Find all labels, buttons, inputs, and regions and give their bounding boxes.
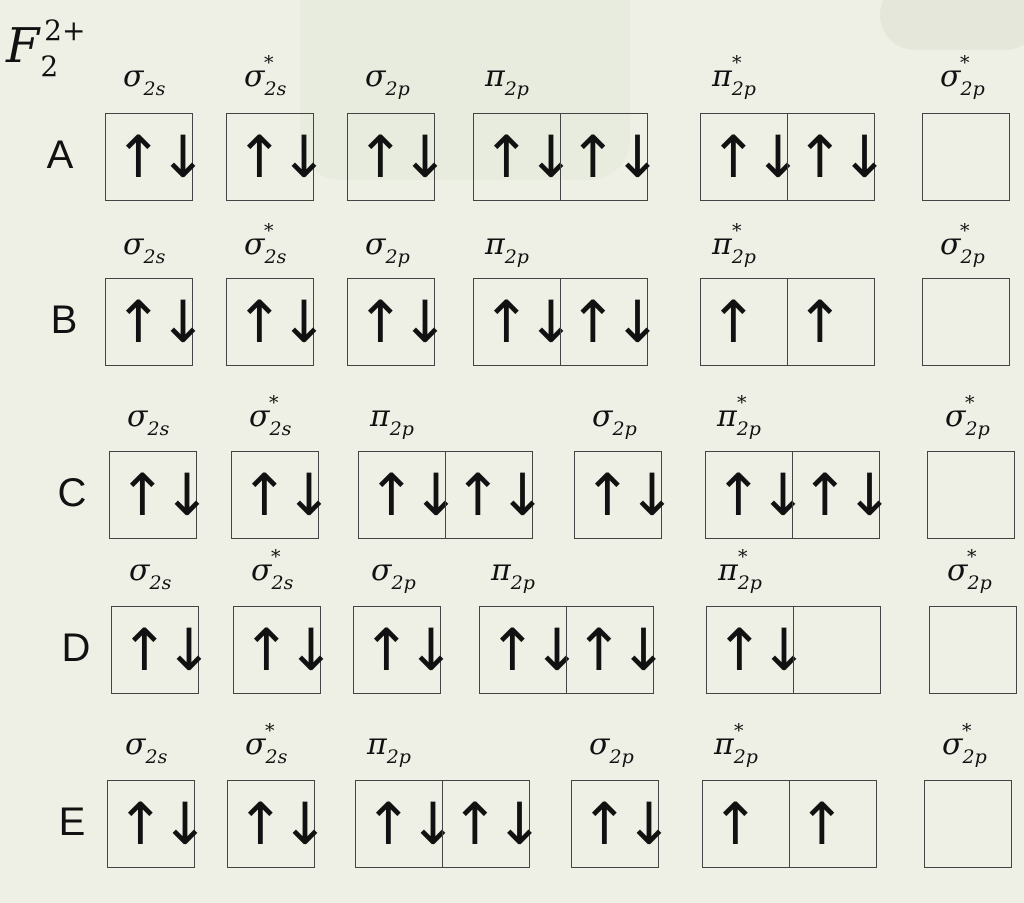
orbital-label-sigma-2s: $\sigma_{2s}$ — [123, 59, 166, 100]
orbital-boxes-pi-2p — [479, 606, 664, 694]
electron-arrows: ↑↓ — [114, 288, 204, 356]
orbital-label-pi-2p: $\pi_{2p}$ — [491, 553, 535, 594]
orbital-box — [924, 780, 1012, 868]
electron-arrows: ↑↓ — [120, 616, 210, 684]
electron-arrows: ↑↓ — [235, 288, 325, 356]
orbital-boxes-sigma-2s-star — [227, 780, 326, 868]
orbital-label-sigma-2s: $\sigma_{2s}$ — [127, 399, 170, 440]
orbital-boxes-pi-2p-star — [702, 780, 877, 868]
orbital-box — [787, 113, 885, 201]
orbital-boxes-sigma-2p-star — [922, 113, 1010, 201]
orbital-label-sigma-2p-star: $\sigma_{2p}$ * — [945, 392, 990, 440]
option-row-b — [0, 220, 1024, 386]
orbital-box — [226, 113, 325, 201]
orbital-boxes-pi-2p-star — [700, 278, 875, 366]
orbital-boxes-sigma-2p — [571, 780, 670, 868]
orbital-box — [479, 606, 578, 694]
orbital-box — [922, 113, 1010, 201]
orbital-label-pi-2p-star: $\pi_{2p}$ * — [714, 720, 758, 768]
electron-arrows: ↑↓ — [356, 123, 446, 191]
electron-arrows: ↑↓ — [482, 288, 572, 356]
orbital-boxes-sigma-2s — [105, 278, 204, 366]
electron-arrows: ↑↓ — [114, 123, 204, 191]
orbital-label-sigma-2s: $\sigma_{2s}$ — [123, 227, 166, 268]
orbital-boxes-pi-2p — [355, 780, 540, 868]
option-letter: D — [61, 626, 91, 670]
orbital-label-sigma-2s-star: $\sigma_{2s}$ * — [249, 392, 292, 440]
orbital-box — [442, 780, 540, 868]
orbital-boxes-sigma-2s — [107, 780, 206, 868]
electron-arrows: ↑↓ — [715, 616, 805, 684]
orbital-box — [109, 451, 208, 539]
orbital-label-sigma-2s-star: $\sigma_{2s}$ * — [244, 220, 287, 268]
electron-arrows: ↑↓ — [709, 123, 799, 191]
orbital-boxes-sigma-2s — [111, 606, 210, 694]
orbital-label-sigma-2s-star: $\sigma_{2s}$ * — [251, 546, 294, 594]
option-letter: C — [57, 471, 87, 515]
option-row-a — [0, 52, 1024, 218]
orbital-box — [700, 278, 788, 366]
orbital-boxes-sigma-2s-star — [233, 606, 332, 694]
orbital-box — [929, 606, 1017, 694]
electron-arrows: ↑↓ — [362, 616, 452, 684]
electron-arrows: ↑↓ — [800, 461, 890, 529]
orbital-label-sigma-2p-star: $\sigma_{2p}$ * — [942, 720, 987, 768]
option-row-c — [0, 392, 1024, 558]
orbital-label-pi-2p-star: $\pi_{2p}$ * — [717, 392, 761, 440]
orbital-label-pi-2p-star: $\pi_{2p}$ * — [712, 220, 756, 268]
orbital-label-sigma-2p: $\sigma_{2p}$ — [592, 399, 637, 440]
orbital-box — [355, 780, 454, 868]
orbital-boxes-pi-2p-star — [705, 451, 890, 539]
orbital-boxes-sigma-2s-star — [226, 113, 325, 201]
orbital-boxes-sigma-2p — [347, 113, 446, 201]
electron-arrows: ↑↓ — [240, 461, 330, 529]
option-row-d — [0, 546, 1024, 712]
orbital-boxes-sigma-2p — [353, 606, 452, 694]
orbital-box — [792, 451, 890, 539]
orbital-label-pi-2p-star: $\pi_{2p}$ * — [712, 52, 756, 100]
electron-arrows: ↑↓ — [356, 288, 446, 356]
orbital-label-sigma-2p: $\sigma_{2p}$ — [365, 227, 410, 268]
orbital-boxes-sigma-2p — [347, 278, 446, 366]
electron-arrows: ↑ — [709, 288, 754, 356]
orbital-box — [927, 451, 1015, 539]
orbital-box — [566, 606, 664, 694]
orbital-box — [105, 113, 204, 201]
option-letter: A — [46, 133, 74, 177]
orbital-box — [227, 780, 326, 868]
orbital-label-sigma-2s: $\sigma_{2s}$ — [125, 727, 168, 768]
electron-arrows: ↑↓ — [488, 616, 578, 684]
electron-arrows: ↑↓ — [482, 123, 572, 191]
orbital-boxes-pi-2p — [358, 451, 543, 539]
option-letter: B — [50, 298, 78, 342]
orbital-boxes-sigma-2s-star — [231, 451, 330, 539]
electron-arrows: ↑↓ — [583, 461, 673, 529]
orbital-box — [922, 278, 1010, 366]
orbital-box — [705, 451, 804, 539]
orbital-label-pi-2p: $\pi_{2p}$ — [485, 59, 529, 100]
orbital-box — [706, 606, 805, 694]
orbital-boxes-sigma-2p-star — [922, 278, 1010, 366]
orbital-box — [358, 451, 457, 539]
orbital-label-sigma-2p: $\sigma_{2p}$ — [589, 727, 634, 768]
title-base: F — [6, 18, 40, 74]
orbital-label-sigma-2s-star: $\sigma_{2s}$ * — [245, 720, 288, 768]
orbital-box — [347, 113, 446, 201]
orbital-box — [787, 278, 875, 366]
electron-arrows: ↑↓ — [118, 461, 208, 529]
orbital-box — [571, 780, 670, 868]
orbital-boxes-sigma-2s — [109, 451, 208, 539]
electron-arrows: ↑↓ — [574, 616, 664, 684]
orbital-boxes-sigma-2p-star — [924, 780, 1012, 868]
electron-arrows: ↑↓ — [580, 790, 670, 858]
electron-arrows: ↑ — [711, 790, 756, 858]
orbital-box — [793, 606, 881, 694]
orbital-boxes-pi-2p — [473, 278, 658, 366]
orbital-box — [107, 780, 206, 868]
orbital-boxes-sigma-2p-star — [927, 451, 1015, 539]
orbital-box — [560, 113, 658, 201]
electron-arrows: ↑↓ — [568, 288, 658, 356]
title-subscript: 2 — [40, 50, 59, 83]
orbital-label-sigma-2p-star: $\sigma_{2p}$ * — [940, 52, 985, 100]
orbital-boxes-sigma-2p-star — [929, 606, 1017, 694]
orbital-box — [700, 113, 799, 201]
orbital-box — [473, 278, 572, 366]
orbital-label-pi-2p: $\pi_{2p}$ — [367, 727, 411, 768]
orbital-label-sigma-2s: $\sigma_{2s}$ — [129, 553, 172, 594]
orbital-box — [231, 451, 330, 539]
electron-arrows: ↑↓ — [714, 461, 804, 529]
orbital-box — [353, 606, 452, 694]
orbital-box — [702, 780, 790, 868]
orbital-box — [233, 606, 332, 694]
orbital-box — [111, 606, 210, 694]
orbital-box — [347, 278, 446, 366]
orbital-label-sigma-2p: $\sigma_{2p}$ — [365, 59, 410, 100]
orbital-box — [574, 451, 673, 539]
option-letter: E — [58, 800, 86, 844]
orbital-boxes-sigma-2s-star — [226, 278, 325, 366]
electron-arrows: ↑ — [797, 790, 843, 858]
orbital-boxes-sigma-2s — [105, 113, 204, 201]
orbital-box — [560, 278, 658, 366]
electron-arrows: ↑↓ — [242, 616, 332, 684]
electron-arrows: ↑↓ — [236, 790, 326, 858]
orbital-box — [226, 278, 325, 366]
orbital-box — [789, 780, 877, 868]
orbital-label-pi-2p: $\pi_{2p}$ — [370, 399, 414, 440]
electron-arrows: ↑↓ — [450, 790, 540, 858]
orbital-label-sigma-2s-star: $\sigma_{2s}$ * — [244, 52, 287, 100]
orbital-box — [105, 278, 204, 366]
electron-arrows: ↑↓ — [367, 461, 457, 529]
orbital-label-sigma-2p-star: $\sigma_{2p}$ * — [947, 546, 992, 594]
electron-arrows: ↑↓ — [235, 123, 325, 191]
background-shape — [880, 0, 1024, 50]
electron-arrows: ↑ — [795, 288, 841, 356]
option-row-e — [0, 720, 1024, 886]
orbital-label-sigma-2p: $\sigma_{2p}$ — [371, 553, 416, 594]
electron-arrows: ↑↓ — [568, 123, 658, 191]
orbital-box — [473, 113, 572, 201]
title-superscript: 2+ — [44, 14, 86, 47]
orbital-boxes-sigma-2p — [574, 451, 673, 539]
orbital-box — [445, 451, 543, 539]
electron-arrows: ↑↓ — [364, 790, 454, 858]
electron-arrows: ↑↓ — [795, 123, 885, 191]
orbital-label-pi-2p: $\pi_{2p}$ — [485, 227, 529, 268]
electron-arrows: ↑↓ — [453, 461, 543, 529]
orbital-label-sigma-2p-star: $\sigma_{2p}$ * — [940, 220, 985, 268]
orbital-boxes-pi-2p-star — [706, 606, 881, 694]
electron-arrows: ↑↓ — [116, 790, 206, 858]
orbital-label-pi-2p-star: $\pi_{2p}$ * — [718, 546, 762, 594]
orbital-boxes-pi-2p-star — [700, 113, 885, 201]
orbital-boxes-pi-2p — [473, 113, 658, 201]
